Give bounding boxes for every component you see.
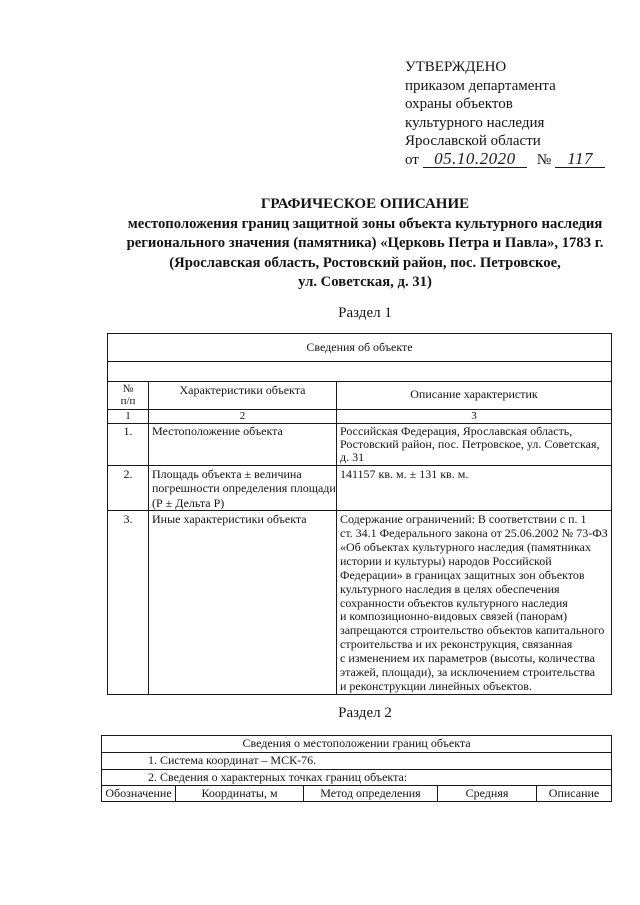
text-line: Иные характеристики объекта [152,512,307,527]
text-line: строительства и их реконструкция, связанная [340,637,573,652]
document-title: ГРАФИЧЕСКОЕ ОПИСАНИЕ [260,196,470,212]
header-num-line: № [122,383,134,395]
header-coordinates: Координаты, м [176,786,304,802]
text-line: Площадь объекта ± величина [152,466,302,481]
text-line: д. 31 [340,450,365,465]
heading-line: ул. Советская, д. 31) [298,274,432,290]
table-row [108,511,612,695]
object-info-table [107,333,612,695]
header-method: Метод определения [304,786,438,802]
coord-system: 1. Система координат – МСК-76. [102,753,612,770]
section-2-title: Раздел 2 [338,705,392,721]
table-caption-row [108,334,612,362]
header-description: Описание [537,786,612,802]
boundary-location-table [101,735,612,802]
row-characteristic [149,424,337,466]
table-row [108,465,612,511]
row-description [337,424,612,466]
date-prefix: от [405,151,419,168]
text-line: сохранности объектов культурного наследия [340,595,568,610]
text-line: Федерации» в границах защитных зон объектов [340,567,585,582]
text-line: истории и культуры) народов Российской [340,553,552,568]
row-number: 3. [108,511,149,695]
column-number: 3 [337,410,612,424]
table-caption: Сведения об объекте [108,334,612,362]
approval-line: охраны объектов [405,96,513,113]
section-1-title: Раздел 1 [338,305,392,321]
table-header-row [102,786,612,802]
text-line: с изменением их параметров (высоты, количества [340,651,595,666]
approval-line: Ярославской области [405,133,541,150]
header-num-line: п/п [120,395,136,407]
row-number: 2. [108,465,149,511]
table-caption: Сведения о местоположении границ объекта [102,736,612,753]
approval-date-line [405,148,630,170]
header-characteristic: Характеристики объекта [149,382,337,410]
document-heading [90,195,640,293]
text-line: запрещаются строительство объектов капитального [340,623,605,638]
header-num [108,382,149,410]
points-caption-row [102,770,612,786]
handwritten-date: 05.10.2020 [423,151,527,168]
row-characteristic [149,465,337,511]
number-prefix: № [536,151,552,168]
text-line: культурного наследия в целях обеспечения [340,581,560,596]
approval-line: приказом департамента [405,77,556,94]
column-number: 1 [108,410,149,424]
text-line: Российская Федерация, Ярославская область, [340,424,573,438]
table-caption-row [102,736,612,753]
table-row [108,424,612,466]
text-line: Местоположение объекта [152,424,283,438]
column-numbers-row [108,410,612,424]
text-line: 141157 кв. м. ± 131 кв. м. [340,466,469,481]
text-line: и реконструкции линейных объектов. [340,678,532,693]
text-line: погрешности определения площади [152,481,336,496]
approval-title: УТВЕРЖДЕНО [405,59,507,75]
header-designation: Обозначение [102,786,176,802]
row-description [337,465,612,511]
row-number: 1. [108,424,149,466]
table-empty-row [108,362,612,382]
text-line: этажей, площади), за исключением строительства [340,665,596,680]
text-line: и композиционно-видовых связей (панорам) [340,609,568,624]
heading-line: регионального значения (памятника) «Церковь Петра и Павла», 1783 г. [126,235,604,251]
heading-line: (Ярославская область, Ростовский район, пос. Петровское, [169,254,561,271]
text-line: Ростовский район, пос. Петровское, ул. Советская, [340,437,600,452]
table-cell-empty [108,362,612,382]
row-characteristic [149,511,337,695]
coord-system-row [102,753,612,770]
row-description [337,511,612,695]
column-number: 2 [149,410,337,424]
approval-line: культурного наследия [405,114,545,131]
table-header-row [108,382,612,410]
points-caption: 2. Сведения о характерных точках границ объекта: [102,770,612,786]
heading-line: местоположения границ защитной зоны объекта культурного наследия [127,215,603,232]
text-line: «Об объектах культурного наследия (памятниках [340,539,591,554]
text-line: Содержание ограничений: В соответствии с п. 1 [340,512,587,527]
handwritten-number: 117 [555,151,605,168]
header-description: Описание характеристик [337,382,612,410]
text-line: (Р ± Дельта Р) [152,495,225,510]
text-line: ст. 34.1 Федерального закона от 25.06.2002 № 73-ФЗ [340,526,608,541]
approval-block [405,58,630,170]
header-mean: Средняя [438,786,537,802]
